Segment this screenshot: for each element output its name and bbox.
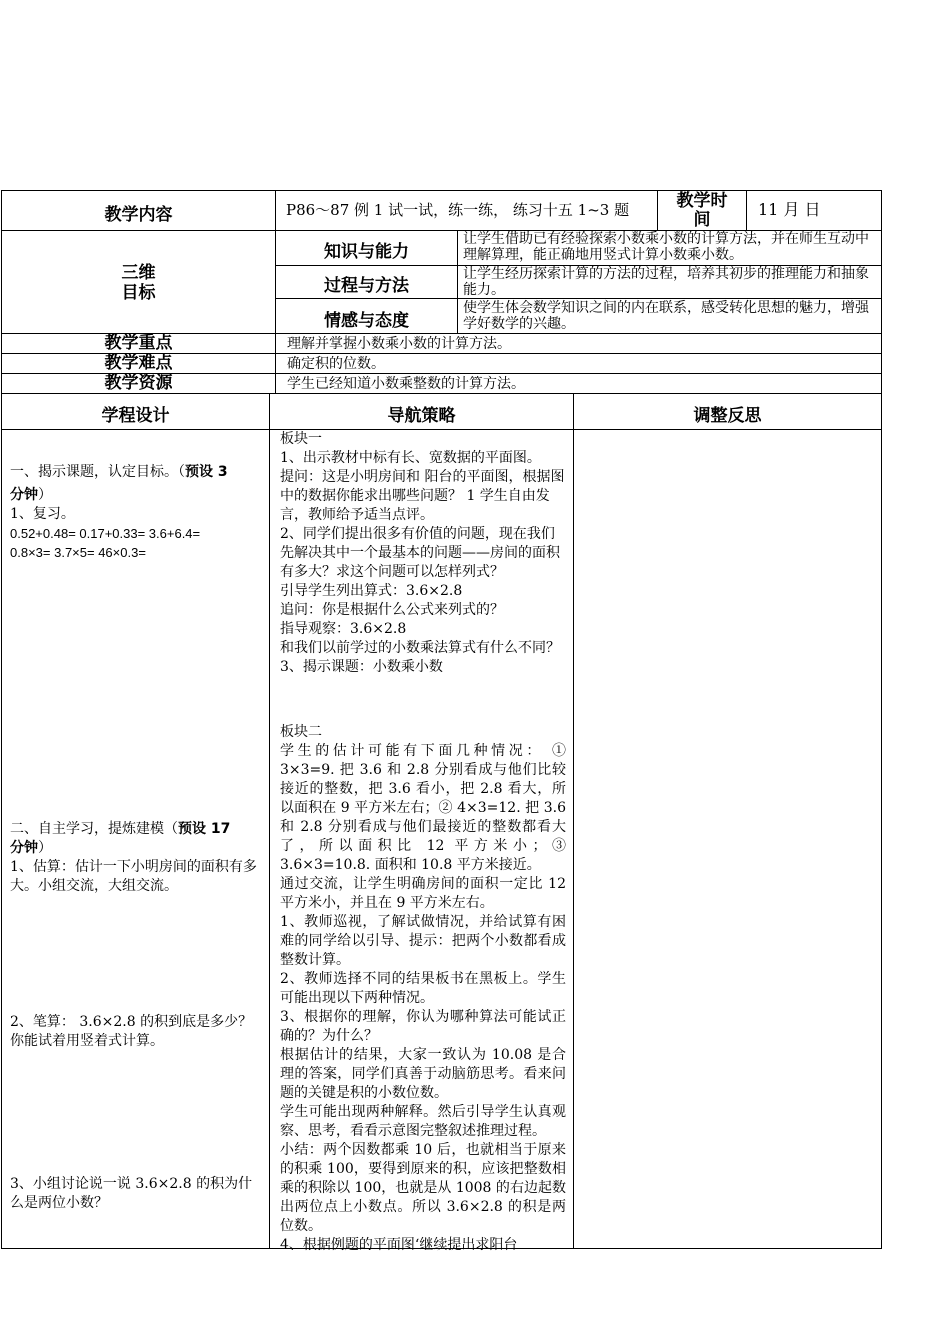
reflection-column-body xyxy=(574,430,881,1248)
section-2-close: ） xyxy=(38,840,52,856)
block-2-line: 学生可能出现两种解释。然后引导学生认真观察、思考，看看示意图完整叙述推理过程。 xyxy=(280,1104,566,1139)
teaching-difficulty-text: 确定积的位数。 xyxy=(287,356,385,372)
design-group-discussion: 3、小组讨论说一说 3.6×2.8 的积为什么是两位小数？ xyxy=(10,1176,253,1211)
divider-time-label-right xyxy=(746,190,747,231)
section-1-calc-line-1: 0.52+0.48= 0.17+0.33= 3.6+6.4= xyxy=(10,526,201,541)
teaching-time-label-line1: 教学时 xyxy=(676,191,728,211)
block-2-line: 小结：两个因数都乘 10 后，也就相当于原来的积乘 100，要得到原来的积，应该把整数相乘的积除以 100，也就是从 1008 的右边起数出两位点上小数点。所以 3.6×2.8 的积是两位数。 xyxy=(280,1142,566,1234)
emotion-attitude-label: 情感与态度 xyxy=(324,311,409,331)
teaching-content-value: P86～87 例 1 试一试，练一练， 练习十五 1~3 题 xyxy=(286,201,630,219)
block-2-line: 3、根据你的理解，你认为哪种算法可能试正确的？为什么？ xyxy=(280,1009,566,1044)
column-header-reflection: 调整反思 xyxy=(693,406,762,426)
section-1-time: 预设 3 xyxy=(185,464,228,480)
teaching-time-label-line2: 间 xyxy=(693,210,711,230)
block-1-line: 指导观察：3.6×2.8 xyxy=(280,621,407,637)
teaching-time-label xyxy=(658,192,746,230)
block-2-title: 板块二 xyxy=(280,724,322,740)
process-method-text: 让学生经历探索计算的方法的过程，培养其初步的推理能力和抽象能力。 xyxy=(463,266,869,298)
section-1-calc-line-2: 0.8×3= 3.7×5= 46×0.3= xyxy=(10,545,146,560)
teaching-time-value: 11 月 日 xyxy=(758,200,821,219)
divider-resources-columns xyxy=(1,393,882,394)
design-written-calc: 2、笔算： 3.6×2.8 的积到底是多少？你能试着用竖着式计算。 xyxy=(10,1014,253,1049)
objectives-label-line1: 三维 xyxy=(121,263,156,283)
divider-objective-2 xyxy=(275,298,882,299)
block-1-line: 追问：你是根据什么公式来列式的？ xyxy=(280,602,504,618)
knowledge-ability-text: 让学生借助已有经验探索小数乘小数的计算方法，并在师生互动中理解算理，能正确地用竖式计算小数乘小数。 xyxy=(463,231,869,263)
teaching-focus-label: 教学重点 xyxy=(104,333,173,353)
block-1-line: 提问：这是小明房间和 阳台的平面图，根据图中的数据你能求出哪些问题？ 1 学生自由发言，教师给予适当点评。 xyxy=(280,469,565,523)
block-2-line: 通过交流，让学生明确房间的面积一定比 12 平方米小，并且在 9 平方米左右。 xyxy=(280,876,566,911)
process-method-label: 过程与方法 xyxy=(324,276,409,296)
strategy-block-2 xyxy=(280,723,566,1255)
section-2-title-text: 二、自主学习，提炼建模（ xyxy=(10,821,178,837)
strategy-block-1 xyxy=(280,430,566,677)
section-1-time-unit: 分钟 xyxy=(10,487,38,503)
section-1-close: ） xyxy=(38,487,52,503)
section-2-time-unit: 分钟 xyxy=(10,840,38,856)
block-1-line: 引导学生列出算式：3.6×2.8 xyxy=(280,583,463,599)
section-1-time-line xyxy=(10,486,262,505)
objectives-label xyxy=(2,263,275,303)
section-1-review: 1、复习。 xyxy=(10,506,75,522)
column-header-design: 学程设计 xyxy=(101,406,170,426)
block-1-line: 和我们以前学过的小数乘法算式有什么不同？ xyxy=(280,640,560,656)
divider-design-strategy xyxy=(269,393,270,1249)
emotion-attitude-text: 使学生体会数学知识之间的内在联系，感受转化思想的魅力，增强学好数学的兴趣。 xyxy=(463,300,869,332)
section-2-time: 预设 17 xyxy=(178,821,231,837)
design-section-2 xyxy=(10,820,262,896)
block-2-line: 根据估计的结果，大家一致认为 10.08 是合理的答案，同学们真善于动脑筋思考。看来问题的关键是积的小数位数。 xyxy=(280,1047,566,1101)
teaching-resources-text: 学生已经知道小数乘整数的计算方法。 xyxy=(287,376,525,392)
objectives-label-line2: 目标 xyxy=(121,283,156,303)
teaching-content-label: 教学内容 xyxy=(104,205,173,225)
block-2-line: 4、根据例题的平面图‘继续提出求阳台 xyxy=(280,1237,518,1253)
block-1-line: 3、揭示课题：小数乘小数 xyxy=(280,659,443,675)
divider-objective-sublabel xyxy=(457,230,458,334)
block-2-line: 2、教师选择不同的结果板书在黑板上。学生可能出现以下两种情况。 xyxy=(280,971,566,1006)
table-top-border xyxy=(1,190,882,191)
section-1-title xyxy=(10,463,262,482)
section-1-title-text: 一、揭示课题，认定目标。（ xyxy=(10,464,185,480)
teaching-resources-label: 教学资源 xyxy=(104,373,173,393)
design-section-1 xyxy=(10,463,262,562)
block-1-line: 2、同学们提出很多有价值的问题，现在我们先解决其中一个最基本的问题——房间的面积有多大？求这个问题可以怎样列式？ xyxy=(280,526,560,580)
block-1-line: 1、出示教材中标有长、宽数据的平面图。 xyxy=(280,450,541,466)
block-2-line: 学生的估计可能有下面几种情况： ① 3×3=9. 把 3.6 和 2.8 分别看成与他们比较接近的整数，把 3.6 看小，把 2.8 看大，所以面积在 9 平方米左右；② 4×3=12. 把 3.6 和 2.8 分别看成与他们最接近的整数都看大了，所以面积比 12 平方米小；③ 3.6×3=10.8. 面积和 10.8 平方米接近。 xyxy=(280,743,566,873)
block-1-title: 板块一 xyxy=(280,431,322,447)
section-2-title xyxy=(10,820,262,839)
block-2-line: 1、教师巡视，了解试做情况，并给试算有困难的同学给以引导、提示：把两个小数都看成整数计算。 xyxy=(280,914,566,968)
table-right-border xyxy=(881,190,882,1249)
column-header-strategy: 导航策略 xyxy=(387,406,456,426)
teaching-difficulty-label: 教学难点 xyxy=(104,353,173,373)
section-2-estimate: 1、估算：估计一下小明房间的面积有多大。小组交流，大组交流。 xyxy=(10,859,257,894)
section-2-time-line xyxy=(10,839,262,858)
knowledge-ability-label: 知识与能力 xyxy=(324,242,409,262)
teaching-focus-text: 理解并掌握小数乘小数的计算方法。 xyxy=(287,336,511,352)
